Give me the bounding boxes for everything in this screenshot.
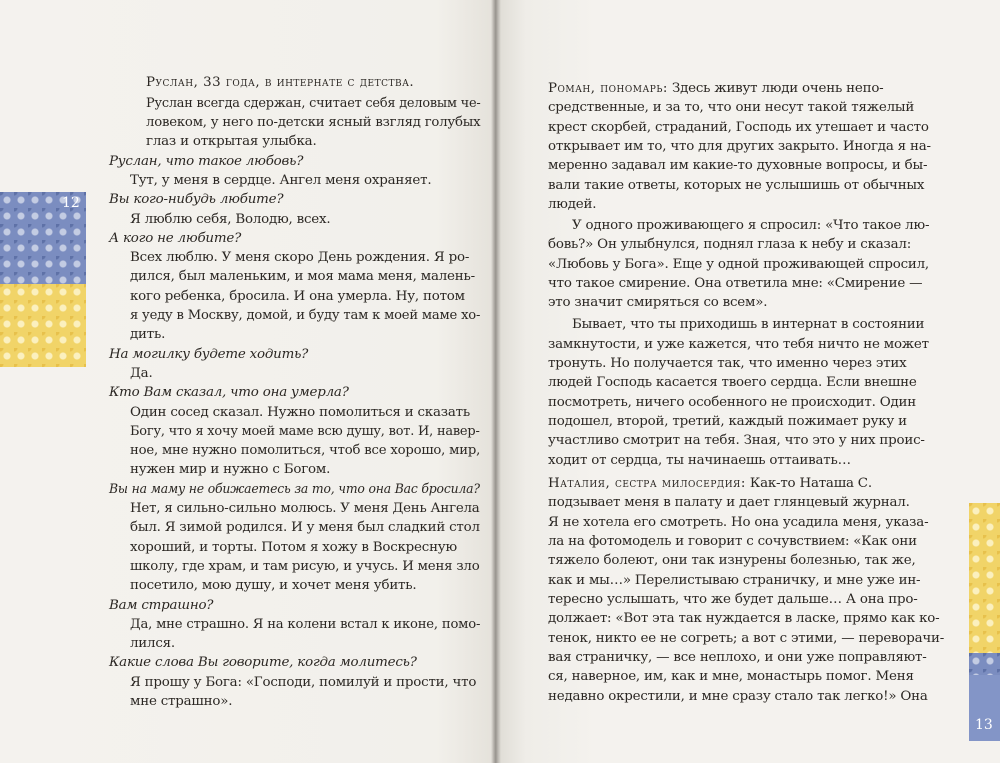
body-line: тяжело болеют, они так изнурены болезнью, так же,	[548, 553, 916, 568]
body-line: что такое смирение. Она ответила мне: «Смирение —	[548, 276, 923, 291]
speaker-line	[548, 80, 884, 97]
answer-line: лился.	[130, 636, 175, 651]
page-number-left: 12	[62, 195, 80, 211]
interview-heading: Руслан, 33 года, в интернате с детства.	[146, 75, 415, 90]
answer-line: дился, был маленьким, и моя мама меня, малень-	[130, 269, 475, 284]
answer-line: кого ребенка, бросила. И она умерла. Ну, потом	[130, 289, 465, 304]
answer-line: ное, мне нужно помолиться, чтоб все хорошо, мир,	[130, 443, 481, 458]
body-line: ся, наверное, им, как и мне, монастырь помог. Меня	[548, 669, 914, 684]
question: Вы на маму не обижаетесь за то, что она Вас бросила?	[109, 482, 480, 497]
question: А кого не любите?	[109, 231, 242, 246]
answer-line: Один сосед сказал. Нужно помолиться и сказать	[130, 405, 470, 420]
answer-line: был. Я зимой родился. И у меня был сладкий стол	[130, 520, 480, 535]
answer-line: Я люблю себя, Володю, всех.	[130, 212, 331, 227]
body-line: средственные, и за то, что они несут такой тяжелый	[548, 100, 915, 115]
body-line: замкнутости, и уже кажется, что тебя ничто не может	[548, 337, 929, 352]
answer-line: Да, мне страшно. Я на колени встал к иконе, помо-	[130, 617, 481, 632]
answer-line: дить.	[130, 327, 166, 342]
body-line: открывает им то, что для других закрыто. Иногда я на-	[548, 139, 931, 154]
body-line: тронуть. Но получается так, что именно через этих	[548, 356, 907, 371]
body-line: ходит от сердца, ты начинаешь оттаивать…	[548, 453, 851, 468]
body-line: тенок, никто ее не согреть; а вот с этими, — переворачи-	[548, 631, 945, 646]
body-line: вая страничку, — все неплохо, и они уже поправляют-	[548, 650, 927, 665]
answer-line: Богу, что я хочу моей маме всю душу, вот. И, навер-	[130, 424, 480, 439]
body-line: посмотреть, ничего особенного не происходит. Один	[548, 395, 916, 410]
speaker-name: Роман, пономарь:	[548, 81, 668, 96]
body-line: тересно услышать, что же будет дальше… А она про-	[548, 592, 918, 607]
intro-line: глаз и открытая улыбка.	[146, 134, 317, 149]
body-line: подошел, второй, третий, каждый пожимает руку и	[548, 414, 907, 429]
question: Какие слова Вы говорите, когда молитесь?	[109, 655, 417, 670]
answer-line: хороший, и торты. Потом я хожу в Воскресную	[130, 540, 457, 555]
question: Руслан, что такое любовь?	[109, 154, 304, 169]
page-tab-left	[0, 192, 86, 367]
answer-line: посетило, мою душу, и хочет меня убить.	[130, 578, 417, 593]
body-line: вали такие ответы, которых не услышишь от обычных	[548, 178, 925, 193]
intro-line: Руслан всегда сдержан, считает себя деловым че-	[146, 96, 481, 111]
tab-pattern-yellow	[969, 503, 1000, 653]
speaker-text: Здесь живут люди очень непо-	[667, 81, 884, 96]
page-number-right: 13	[975, 717, 993, 733]
body-line: Бывает, что ты приходишь в интернат в состоянии	[572, 317, 925, 332]
tab-pattern-blue	[969, 653, 1000, 675]
answer-line: я уеду в Москву, домой, и буду там к моей маме хо-	[130, 308, 481, 323]
question: Вы кого-нибудь любите?	[109, 192, 284, 207]
body-line: участливо смотрит на тебя. Зная, что это у них проис-	[548, 433, 925, 448]
answer-line: нужен мир и нужно с Богом.	[130, 462, 331, 477]
body-line: людей Господь касается твоего сердца. Если внешне	[548, 375, 917, 390]
speaker-name: Наталия, сестра милосердия:	[548, 476, 746, 491]
answer-line: Всех люблю. У меня скоро День рождения. Я ро-	[130, 250, 470, 265]
speaker-line	[548, 475, 872, 492]
answer-line: Тут, у меня в сердце. Ангел меня охраняет.	[130, 173, 432, 188]
body-line: людей.	[548, 197, 597, 212]
answer-line: Да.	[130, 366, 153, 381]
question: Вам страшно?	[109, 598, 214, 613]
answer-line: Я прошу у Бога: «Господи, помилуй и прости, что	[130, 675, 477, 690]
body-line: «Любовь у Бога». Еще у одной проживающей спросил,	[548, 257, 929, 272]
question: На могилку будете ходить?	[109, 347, 309, 362]
tab-pattern-yellow	[0, 284, 86, 367]
answer-line: мне страшно».	[130, 694, 233, 709]
question: Кто Вам сказал, что она умерла?	[109, 385, 349, 400]
body-line: меренно задавал им какие-то духовные вопросы, и бы-	[548, 158, 928, 173]
page-tab-right	[969, 503, 1000, 741]
body-line: Я не хотела его смотреть. Но она усадила меня, указа-	[548, 515, 929, 530]
answer-line: Нет, я сильно-сильно молюсь. У меня День Ангела	[130, 501, 480, 516]
body-line: У одного проживающего я спросил: «Что такое лю-	[572, 218, 930, 233]
body-line: бовь?» Он улыбнулся, поднял глаза к небу и сказал:	[548, 237, 912, 252]
body-line: должает: «Вот эта так нуждается в ласке, прямо как ко-	[548, 611, 940, 626]
body-line: подзывает меня в палату и дает глянцевый журнал.	[548, 495, 910, 510]
body-line: это значит смиряться со всем».	[548, 295, 768, 310]
answer-line: школу, где храм, и там рисую, и учусь. И меня зло	[130, 559, 480, 574]
book-gutter	[491, 0, 501, 763]
body-line: ла на фотомодель и говорит с сочувствием: «Как они	[548, 534, 917, 549]
body-line: недавно окрестили, и мне сразу стало так легко!» Она	[548, 689, 928, 704]
intro-line: ловеком, у него по-детски ясный взгляд голубых	[146, 115, 481, 130]
body-line: крест скорбей, страданий, Господь их утешает и часто	[548, 120, 929, 135]
speaker-text: Как-то Наташа С.	[745, 476, 872, 491]
body-line: как и мы…» Перелистываю страничку, и мне уже ин-	[548, 573, 921, 588]
